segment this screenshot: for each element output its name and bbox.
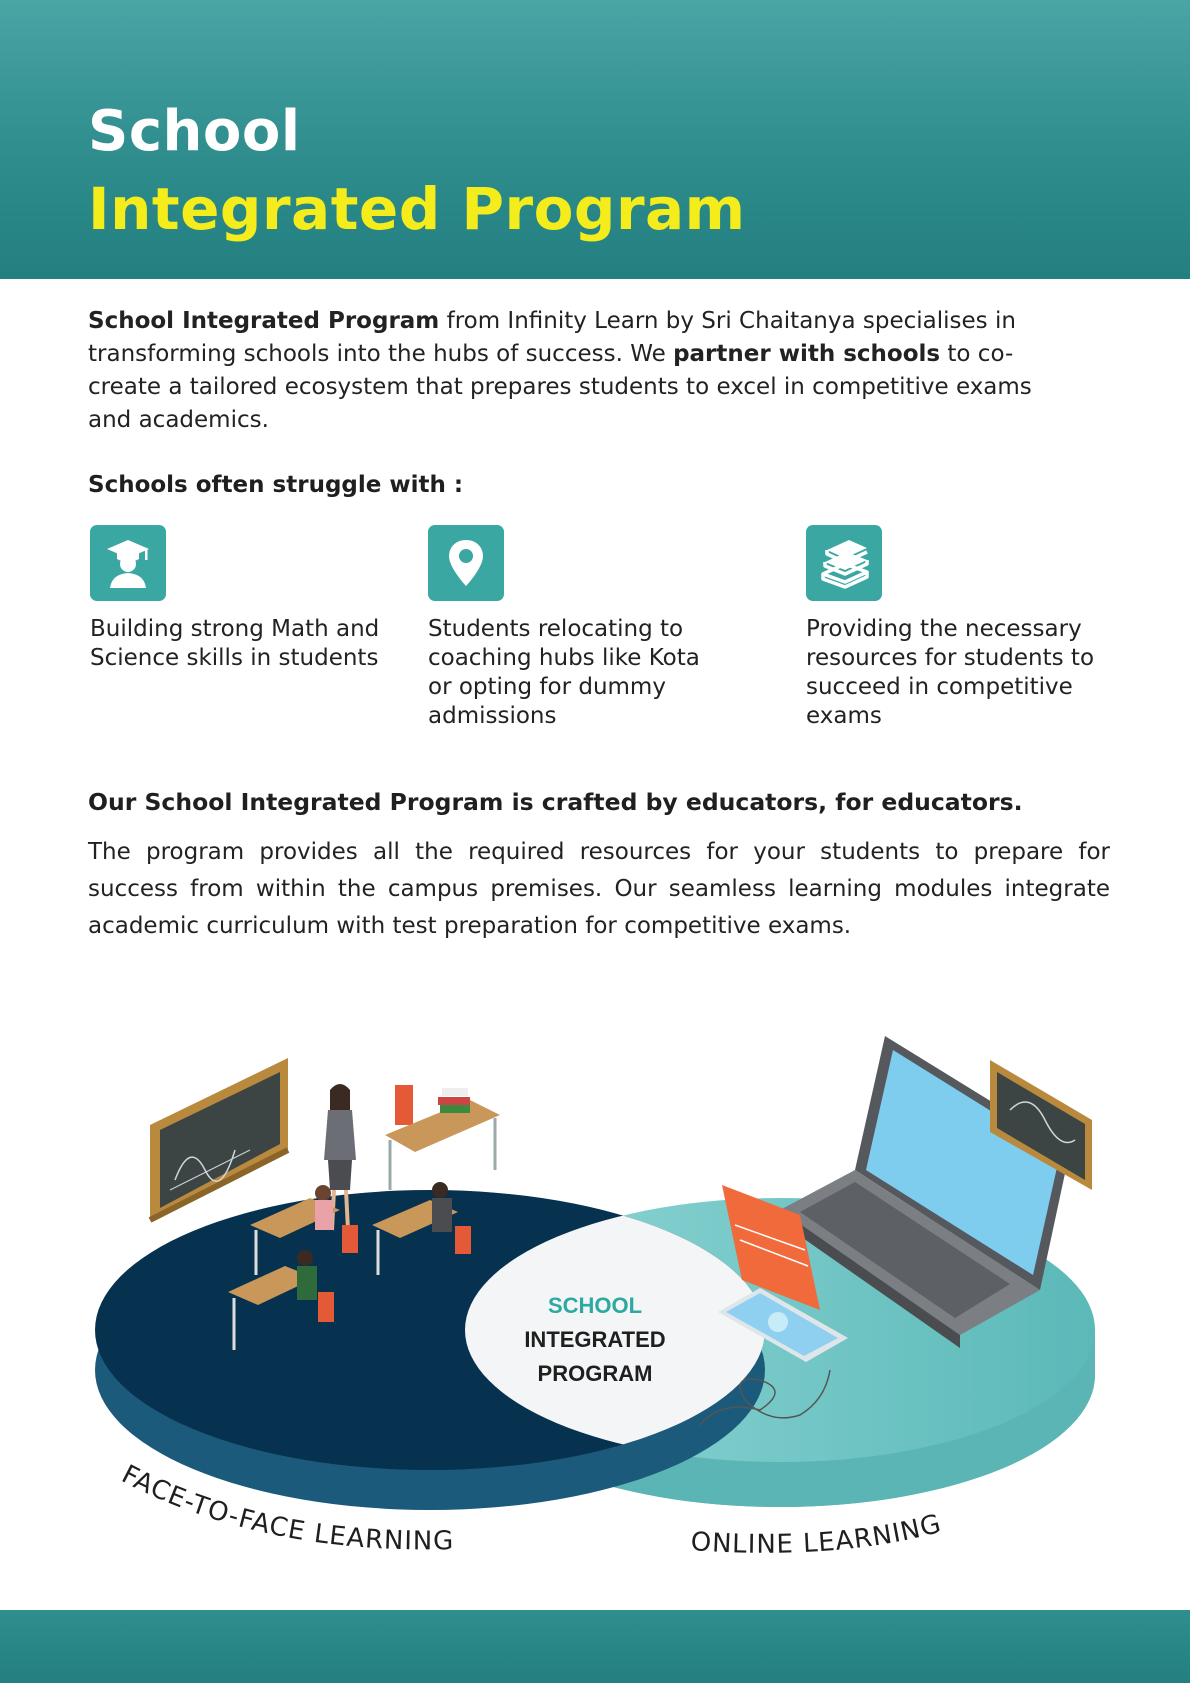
center-label-program: PROGRAM [537, 1361, 653, 1386]
struggle-item-math-science [90, 525, 390, 673]
title-line-2: Integrated Program [88, 175, 746, 243]
location-pin-icon [428, 525, 504, 601]
struggles-heading: Schools often struggle with : [88, 472, 464, 498]
program-heading: Our School Integrated Program is crafted by educators, for educators. [88, 788, 1023, 816]
header-banner [0, 0, 1190, 279]
blended-learning-illustration [0, 1030, 1190, 1610]
graduate-student-icon [90, 525, 166, 601]
intro-bold-partner: partner with schools [673, 341, 941, 367]
intro-text-1: from Infinity Learn by Sri Chaitanya specialises in transforming schools into the hubs of success. We [88, 308, 1016, 367]
struggle-item-relocating [428, 525, 728, 731]
online-learning-label [690, 1509, 945, 1560]
program-description: The program provides all the required resources for your students to prepare for success from within the campus premises. Our seamless learning modules integrate academic curriculum with test preparation for competitive exams. [88, 839, 1110, 939]
books-stack-icon [806, 525, 882, 601]
title-line-1: School [88, 99, 301, 164]
footer-band [0, 1610, 1190, 1683]
struggle-item-resources [806, 525, 1106, 731]
intro-bold-program: School Integrated Program [88, 308, 440, 334]
struggle-text-3: Providing the necessary resources for students to succeed in competitive exams [806, 616, 1095, 729]
struggle-text-2: Students relocating to coaching hubs like Kota or opting for dummy admissions [428, 616, 700, 729]
center-label-integrated: INTEGRATED [524, 1327, 666, 1352]
intro-text-2: to co-create a tailored ecosystem that prepares students to excel in competitive exams and academics. [88, 341, 1032, 433]
struggle-text-1: Building strong Math and Science skills in students [90, 616, 380, 671]
teacher-desk [385, 1085, 500, 1190]
chalkboard-left [150, 1058, 288, 1220]
intro-paragraph [88, 305, 1048, 437]
center-label-school: SCHOOL [547, 1293, 643, 1318]
online-learning-label-path: ONLINE LEARNING [689, 1508, 945, 1560]
face-to-face-label-path: FACE-TO-FACE LEARNING [116, 1459, 455, 1557]
